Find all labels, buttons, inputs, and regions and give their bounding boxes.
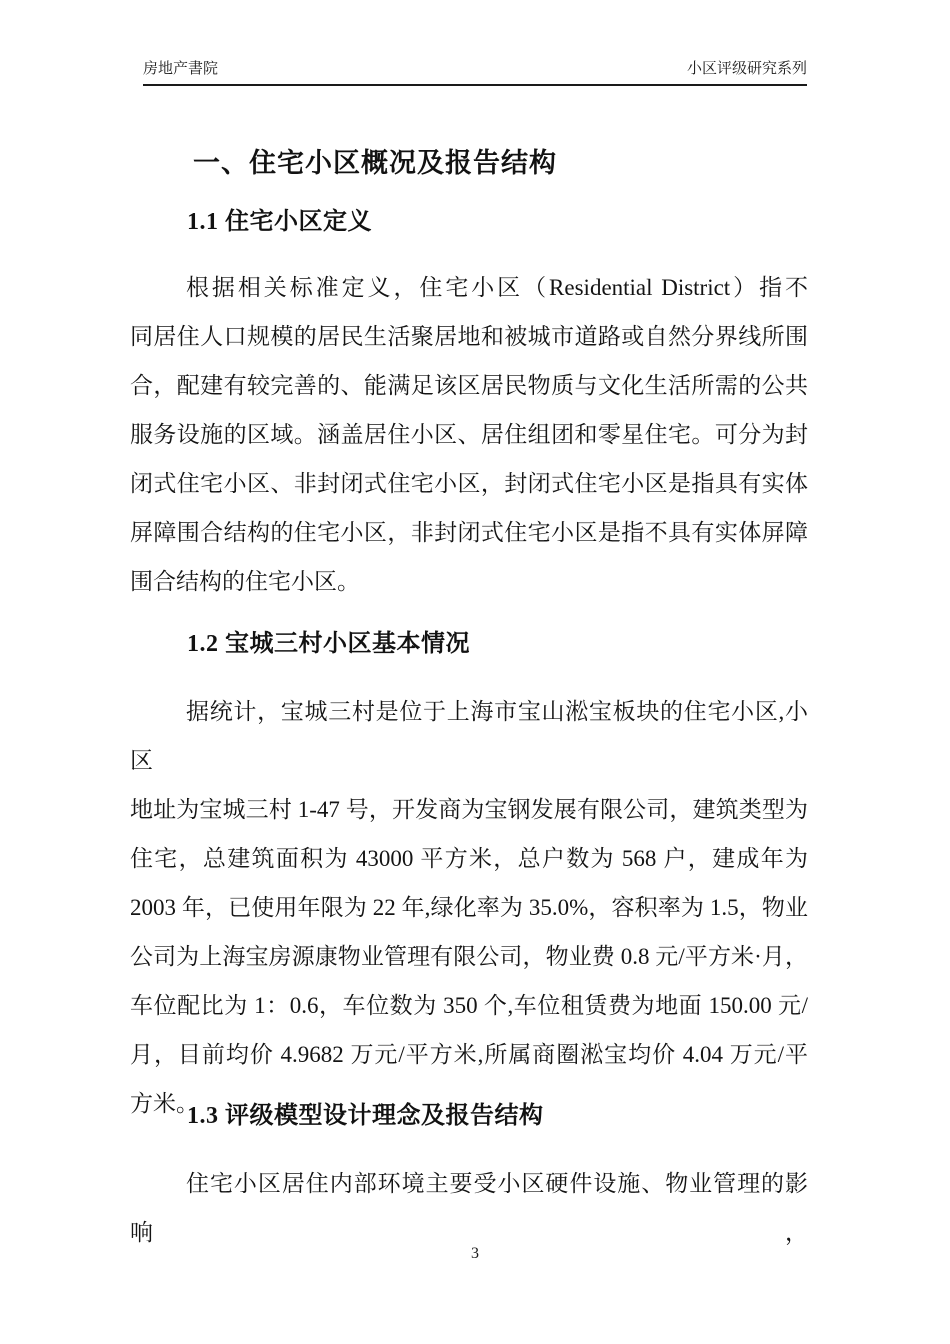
paragraph-1-2 <box>130 687 808 1128</box>
paragraph-1-3 <box>130 1159 808 1257</box>
page-footer <box>0 1244 950 1264</box>
paragraph-line: 合，配建有较完善的、能满足该区居民物质与文化生活所需的公共 <box>130 373 808 398</box>
header-right-text: 小区评级研究系列 <box>686 60 807 77</box>
paragraph-line: 方米。 <box>130 1091 199 1116</box>
section-heading-1-3: 1.3 评级模型设计理念及报告结构 <box>187 1103 544 1129</box>
paragraph-line: 公司为上海宝房源康物业管理有限公司，物业费 0.8 元/平方米·月， <box>130 944 808 969</box>
paragraph-line: 闭式住宅小区、非封闭式住宅小区，封闭式住宅小区是指具有实体 <box>130 471 808 496</box>
paragraph-line: 据统计，宝城三村是位于上海市宝山淞宝板块的住宅小区,小区 <box>130 699 808 773</box>
paragraph-line: 服务设施的区域。涵盖居住小区、居住组团和零星住宅。可分为封 <box>130 422 808 447</box>
header-left-text: 房地产書院 <box>143 60 219 77</box>
paragraph-line: 住宅小区居住内部环境主要受小区硬件设施、物业管理的影响， <box>130 1171 808 1245</box>
paragraph-line: 屏障围合结构的住宅小区，非封闭式住宅小区是指不具有实体屏障 <box>130 520 808 545</box>
paragraph-line: 车位配比为 1：0.6，车位数为 350 个,车位租赁费为地面 150.00 元/ <box>130 993 808 1018</box>
main-heading: 一、住宅小区概况及报告结构 <box>193 148 557 178</box>
section-heading-1-2: 1.2 宝城三村小区基本情况 <box>187 631 470 657</box>
paragraph-line: 月，目前均价 4.9682 万元/平方米,所属商圈淞宝均价 4.04 万元/平 <box>130 1042 808 1067</box>
page-header <box>143 60 807 86</box>
page-number: 3 <box>471 1245 479 1262</box>
section-heading-1-1: 1.1 住宅小区定义 <box>187 209 372 235</box>
paragraph-line: 同居住人口规模的居民生活聚居地和被城市道路或自然分界线所围 <box>130 324 808 349</box>
paragraph-line: 根据相关标准定义，住宅小区（Residential District）指不 <box>186 275 808 300</box>
paragraph-line: 地址为宝城三村 1-47 号，开发商为宝钢发展有限公司，建筑类型为 <box>130 797 808 822</box>
paragraph-line: 住宅，总建筑面积为 43000 平方米，总户数为 568 户，建成年为 <box>130 846 808 871</box>
paragraph-1-1 <box>130 263 808 606</box>
paragraph-line: 围合结构的住宅小区。 <box>130 569 360 594</box>
paragraph-line: 2003 年，已使用年限为 22 年,绿化率为 35.0%，容积率为 1.5，物业 <box>130 895 808 920</box>
